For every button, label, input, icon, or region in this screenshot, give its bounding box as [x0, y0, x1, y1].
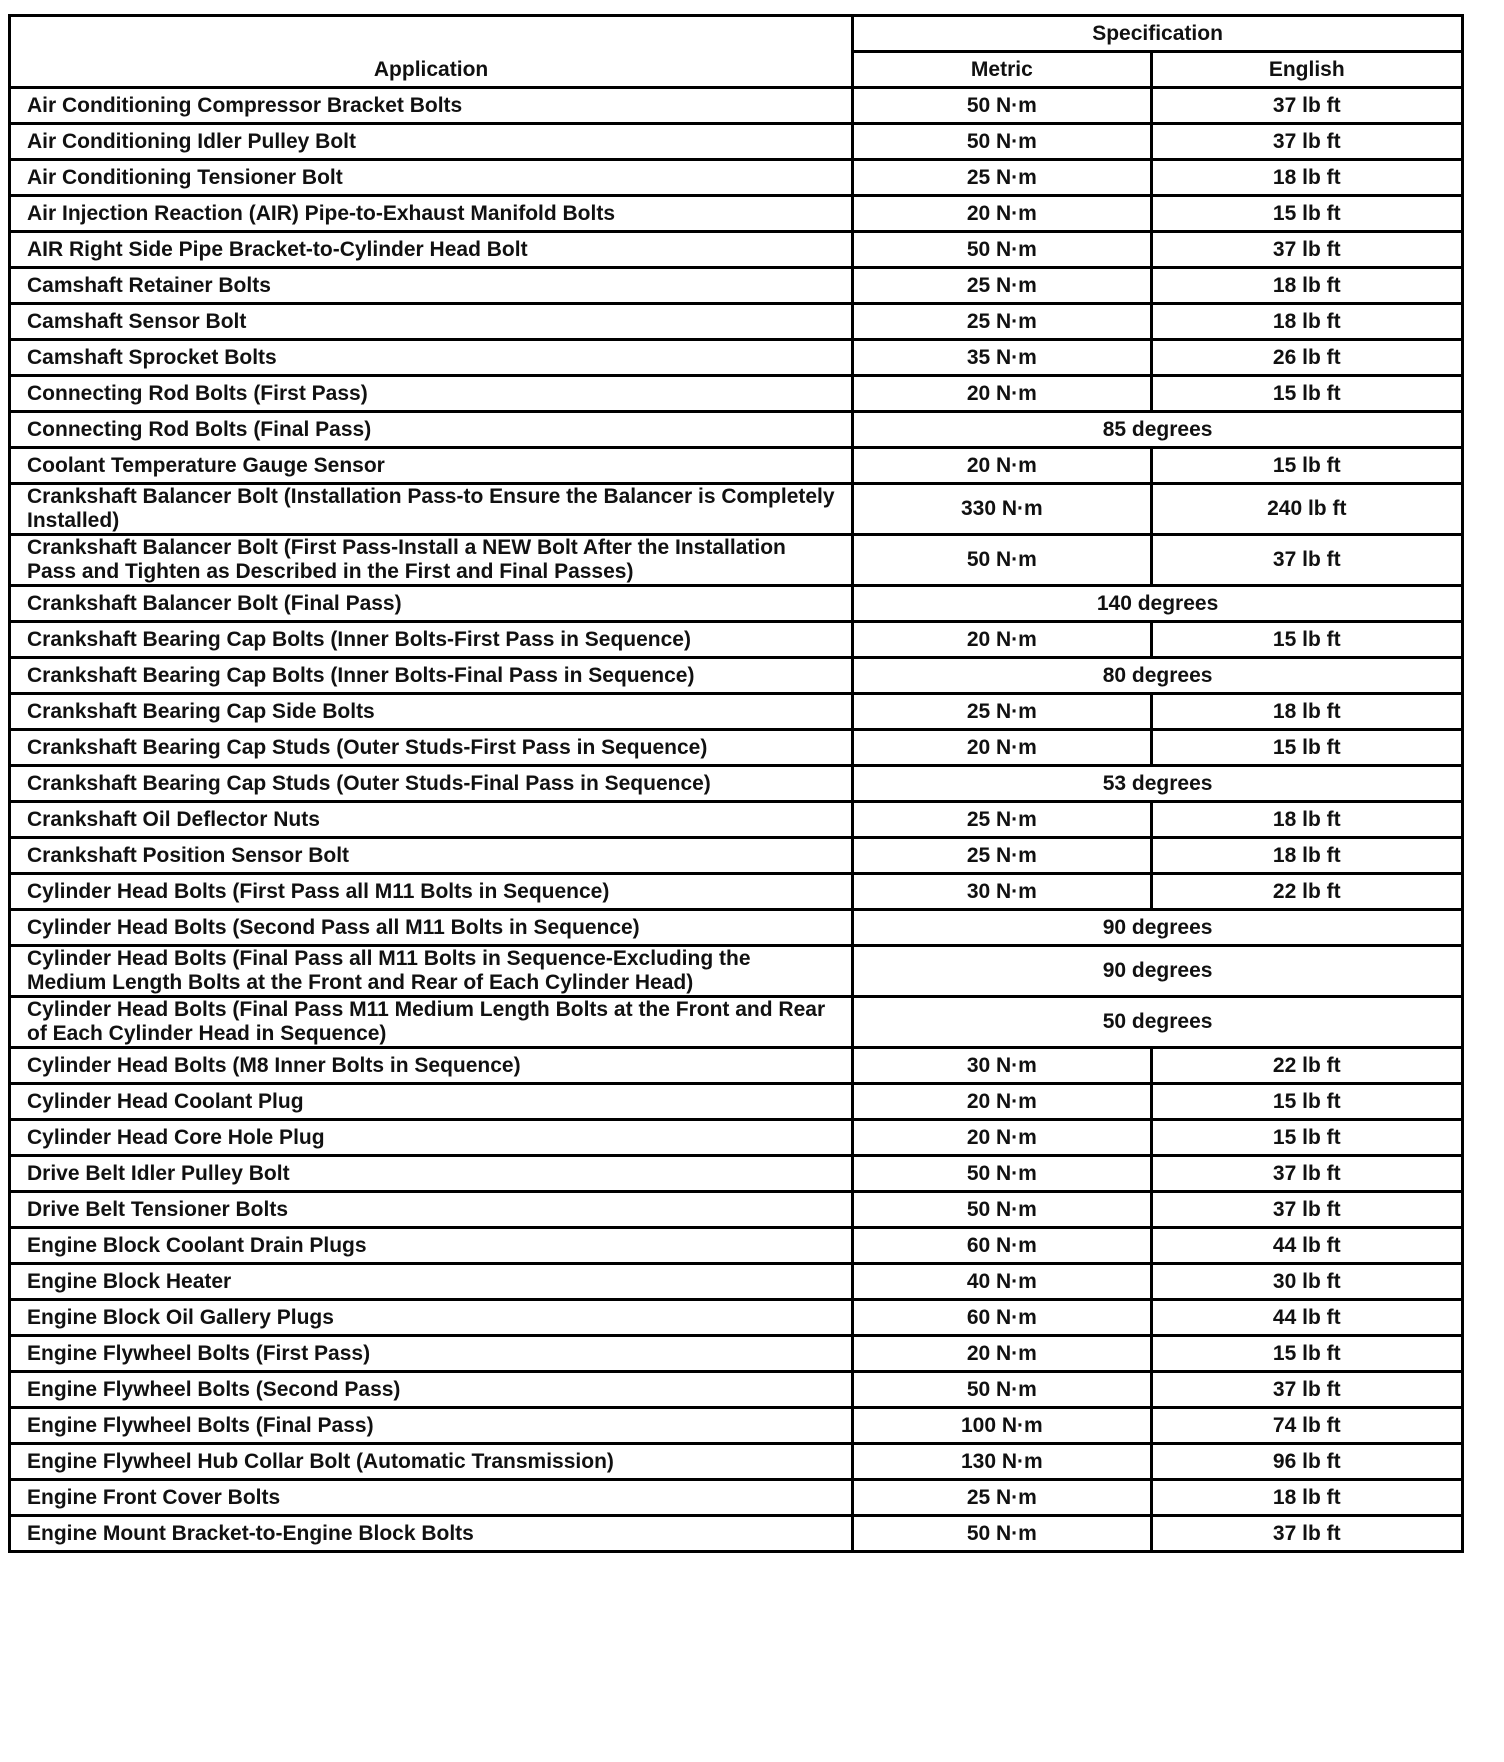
metric-cell: 330 N·m — [853, 484, 1151, 535]
english-cell: 18 lb ft — [1151, 838, 1462, 874]
table-row — [10, 586, 1463, 622]
english-cell: 15 lb ft — [1151, 1084, 1462, 1120]
application-cell: Crankshaft Bearing Cap Studs (Outer Studs-Final Pass in Sequence) — [10, 766, 853, 802]
table-row — [10, 1192, 1463, 1228]
spec-degrees-cell: 140 degrees — [853, 586, 1463, 622]
header-english: English — [1151, 52, 1462, 88]
application-cell: Engine Flywheel Bolts (First Pass) — [10, 1336, 853, 1372]
table-row — [10, 304, 1463, 340]
application-cell: Engine Front Cover Bolts — [10, 1480, 853, 1516]
metric-cell: 130 N·m — [853, 1444, 1151, 1480]
english-cell: 37 lb ft — [1151, 1192, 1462, 1228]
metric-cell: 20 N·m — [853, 1336, 1151, 1372]
application-cell: Camshaft Retainer Bolts — [10, 268, 853, 304]
table-row — [10, 376, 1463, 412]
spec-degrees-cell: 80 degrees — [853, 658, 1463, 694]
table-row — [10, 340, 1463, 376]
table-row — [10, 874, 1463, 910]
application-cell: Drive Belt Idler Pulley Bolt — [10, 1156, 853, 1192]
english-cell: 15 lb ft — [1151, 196, 1462, 232]
english-cell: 18 lb ft — [1151, 694, 1462, 730]
english-cell: 96 lb ft — [1151, 1444, 1462, 1480]
table-row — [10, 1516, 1463, 1552]
application-cell: Camshaft Sensor Bolt — [10, 304, 853, 340]
english-cell: 15 lb ft — [1151, 1120, 1462, 1156]
application-cell: Cylinder Head Bolts (Second Pass all M11 Bolts in Sequence) — [10, 910, 853, 946]
metric-cell: 50 N·m — [853, 124, 1151, 160]
table-row — [10, 88, 1463, 124]
metric-cell: 50 N·m — [853, 1156, 1151, 1192]
application-cell: Engine Block Oil Gallery Plugs — [10, 1300, 853, 1336]
application-cell: Crankshaft Bearing Cap Studs (Outer Studs-First Pass in Sequence) — [10, 730, 853, 766]
header-application: Application — [10, 16, 853, 88]
table-row — [10, 910, 1463, 946]
table-row — [10, 1336, 1463, 1372]
english-cell: 37 lb ft — [1151, 535, 1462, 586]
metric-cell: 20 N·m — [853, 622, 1151, 658]
metric-cell: 25 N·m — [853, 838, 1151, 874]
table-row — [10, 838, 1463, 874]
application-cell: Engine Mount Bracket-to-Engine Block Bolts — [10, 1516, 853, 1552]
application-cell: AIR Right Side Pipe Bracket-to-Cylinder Head Bolt — [10, 232, 853, 268]
table-row — [10, 484, 1463, 535]
spec-degrees-cell: 50 degrees — [853, 997, 1463, 1048]
application-cell: Air Injection Reaction (AIR) Pipe-to-Exhaust Manifold Bolts — [10, 196, 853, 232]
english-cell: 37 lb ft — [1151, 88, 1462, 124]
application-cell: Air Conditioning Tensioner Bolt — [10, 160, 853, 196]
table-row — [10, 1372, 1463, 1408]
application-cell: Crankshaft Bearing Cap Bolts (Inner Bolts-Final Pass in Sequence) — [10, 658, 853, 694]
metric-cell: 20 N·m — [853, 376, 1151, 412]
metric-cell: 20 N·m — [853, 1120, 1151, 1156]
application-cell: Connecting Rod Bolts (First Pass) — [10, 376, 853, 412]
application-cell: Cylinder Head Bolts (M8 Inner Bolts in Sequence) — [10, 1048, 853, 1084]
table-row — [10, 160, 1463, 196]
application-cell: Crankshaft Bearing Cap Side Bolts — [10, 694, 853, 730]
metric-cell: 50 N·m — [853, 535, 1151, 586]
application-cell: Crankshaft Balancer Bolt (Installation Pass-to Ensure the Balancer is Completely Installed) — [10, 484, 853, 535]
metric-cell: 20 N·m — [853, 730, 1151, 766]
metric-cell: 20 N·m — [853, 1084, 1151, 1120]
application-cell: Cylinder Head Bolts (First Pass all M11 Bolts in Sequence) — [10, 874, 853, 910]
english-cell: 30 lb ft — [1151, 1264, 1462, 1300]
metric-cell: 50 N·m — [853, 1372, 1151, 1408]
metric-cell: 30 N·m — [853, 1048, 1151, 1084]
application-cell: Engine Flywheel Hub Collar Bolt (Automatic Transmission) — [10, 1444, 853, 1480]
table-row — [10, 535, 1463, 586]
application-cell: Crankshaft Balancer Bolt (First Pass-Install a NEW Bolt After the Installation Pass and Tighten as Described in the First and Final Passes) — [10, 535, 853, 586]
metric-cell: 25 N·m — [853, 160, 1151, 196]
table-row — [10, 124, 1463, 160]
spec-degrees-cell: 85 degrees — [853, 412, 1463, 448]
metric-cell: 25 N·m — [853, 694, 1151, 730]
english-cell: 74 lb ft — [1151, 1408, 1462, 1444]
table-row — [10, 1300, 1463, 1336]
metric-cell: 50 N·m — [853, 1192, 1151, 1228]
application-cell: Drive Belt Tensioner Bolts — [10, 1192, 853, 1228]
application-cell: Coolant Temperature Gauge Sensor — [10, 448, 853, 484]
table-row — [10, 1228, 1463, 1264]
table-row — [10, 232, 1463, 268]
table-row — [10, 730, 1463, 766]
metric-cell: 20 N·m — [853, 196, 1151, 232]
metric-cell: 25 N·m — [853, 1480, 1151, 1516]
english-cell: 37 lb ft — [1151, 1516, 1462, 1552]
table-row — [10, 448, 1463, 484]
metric-cell: 100 N·m — [853, 1408, 1151, 1444]
table-row — [10, 412, 1463, 448]
application-cell: Engine Flywheel Bolts (Second Pass) — [10, 1372, 853, 1408]
table-row — [10, 946, 1463, 997]
english-cell: 22 lb ft — [1151, 874, 1462, 910]
metric-cell: 25 N·m — [853, 802, 1151, 838]
spec-degrees-cell: 90 degrees — [853, 946, 1463, 997]
metric-cell: 20 N·m — [853, 448, 1151, 484]
english-cell: 15 lb ft — [1151, 622, 1462, 658]
english-cell: 15 lb ft — [1151, 1336, 1462, 1372]
metric-cell: 50 N·m — [853, 88, 1151, 124]
table-row — [10, 196, 1463, 232]
application-cell: Crankshaft Balancer Bolt (Final Pass) — [10, 586, 853, 622]
table-row — [10, 766, 1463, 802]
header-specification: Specification — [853, 16, 1463, 52]
application-cell: Cylinder Head Bolts (Final Pass all M11 Bolts in Sequence-Excluding the Medium Length Bolts at the Front and Rear of Each Cylinder Head) — [10, 946, 853, 997]
english-cell: 44 lb ft — [1151, 1300, 1462, 1336]
application-cell: Crankshaft Bearing Cap Bolts (Inner Bolts-First Pass in Sequence) — [10, 622, 853, 658]
table-row — [10, 1480, 1463, 1516]
header-metric: Metric — [853, 52, 1151, 88]
table-row — [10, 1444, 1463, 1480]
table-row — [10, 1408, 1463, 1444]
application-cell: Air Conditioning Idler Pulley Bolt — [10, 124, 853, 160]
metric-cell: 30 N·m — [853, 874, 1151, 910]
metric-cell: 40 N·m — [853, 1264, 1151, 1300]
english-cell: 15 lb ft — [1151, 730, 1462, 766]
table-row — [10, 1120, 1463, 1156]
metric-cell: 60 N·m — [853, 1228, 1151, 1264]
metric-cell: 50 N·m — [853, 232, 1151, 268]
metric-cell: 25 N·m — [853, 268, 1151, 304]
application-cell: Cylinder Head Bolts (Final Pass M11 Medium Length Bolts at the Front and Rear of Each Cylinder Head in Sequence) — [10, 997, 853, 1048]
application-cell: Connecting Rod Bolts (Final Pass) — [10, 412, 853, 448]
spec-degrees-cell: 90 degrees — [853, 910, 1463, 946]
english-cell: 37 lb ft — [1151, 1156, 1462, 1192]
english-cell: 44 lb ft — [1151, 1228, 1462, 1264]
table-row — [10, 1264, 1463, 1300]
table-row — [10, 622, 1463, 658]
application-cell: Air Conditioning Compressor Bracket Bolts — [10, 88, 853, 124]
english-cell: 15 lb ft — [1151, 448, 1462, 484]
application-cell: Crankshaft Position Sensor Bolt — [10, 838, 853, 874]
application-cell: Cylinder Head Core Hole Plug — [10, 1120, 853, 1156]
english-cell: 240 lb ft — [1151, 484, 1462, 535]
torque-spec-table — [8, 14, 1464, 1553]
table-row — [10, 1048, 1463, 1084]
english-cell: 22 lb ft — [1151, 1048, 1462, 1084]
english-cell: 37 lb ft — [1151, 1372, 1462, 1408]
english-cell: 18 lb ft — [1151, 304, 1462, 340]
english-cell: 37 lb ft — [1151, 232, 1462, 268]
table-row — [10, 1084, 1463, 1120]
metric-cell: 35 N·m — [853, 340, 1151, 376]
english-cell: 18 lb ft — [1151, 802, 1462, 838]
metric-cell: 25 N·m — [853, 304, 1151, 340]
application-cell: Crankshaft Oil Deflector Nuts — [10, 802, 853, 838]
english-cell: 18 lb ft — [1151, 268, 1462, 304]
spec-degrees-cell: 53 degrees — [853, 766, 1463, 802]
application-cell: Cylinder Head Coolant Plug — [10, 1084, 853, 1120]
english-cell: 26 lb ft — [1151, 340, 1462, 376]
table-row — [10, 802, 1463, 838]
table-row — [10, 658, 1463, 694]
application-cell: Engine Block Heater — [10, 1264, 853, 1300]
english-cell: 18 lb ft — [1151, 1480, 1462, 1516]
application-cell: Engine Block Coolant Drain Plugs — [10, 1228, 853, 1264]
application-cell: Camshaft Sprocket Bolts — [10, 340, 853, 376]
metric-cell: 60 N·m — [853, 1300, 1151, 1336]
english-cell: 18 lb ft — [1151, 160, 1462, 196]
english-cell: 37 lb ft — [1151, 124, 1462, 160]
table-row — [10, 1156, 1463, 1192]
english-cell: 15 lb ft — [1151, 376, 1462, 412]
application-cell: Engine Flywheel Bolts (Final Pass) — [10, 1408, 853, 1444]
table-row — [10, 997, 1463, 1048]
table-row — [10, 268, 1463, 304]
table-row — [10, 694, 1463, 730]
metric-cell: 50 N·m — [853, 1516, 1151, 1552]
